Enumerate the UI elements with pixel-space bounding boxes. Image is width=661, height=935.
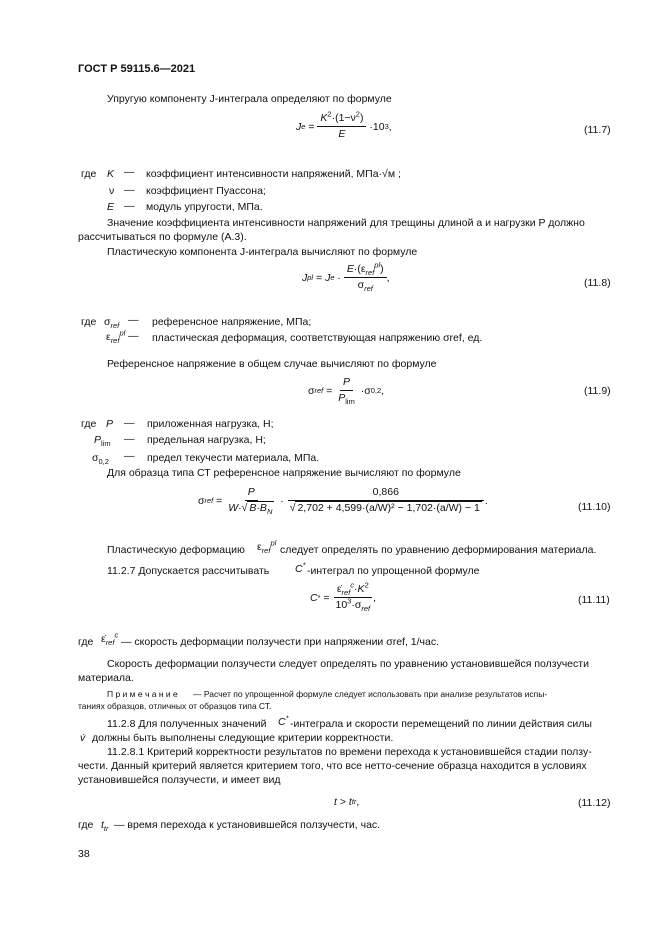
definition: коэффициент интенсивности напряжений, МПа·√м ; [146,168,401,180]
paragraph: материала. [78,672,134,684]
formula-11-11: C * = $\frac{\varepsiloṅ_{ref}^c\cdot K^2}{10^3\cdot\sigma_{ref}}$ , [310,580,377,614]
formula-11-7: J e = $\frac{K^2\cdot(1-\nu^2)}{E}$ ·10 3 , [296,109,392,140]
paragraph: Скорость деформации ползучести следует определять по уравнению установившейся ползучести [107,658,589,670]
paragraph: Пластическую компонента J-интеграла вычисляют по формуле [107,246,418,258]
document-header: ГОСТ Р 59115.6—2021 [78,63,196,75]
definition: коэффициент Пуассона; [146,185,266,197]
symbol: E [107,201,115,213]
paragraph: установившейся ползучести, и имеет вид [78,774,281,786]
definition: — скорость деформации ползучести при напряжении σref, 1/час. [121,636,440,648]
symbol: P [106,418,114,430]
dash: — [124,166,135,178]
symbol: C* [278,713,289,728]
symbol: C* [295,560,306,575]
symbol: $t_{tr}$ [101,819,109,834]
paragraph: 11.2.8 Для полученных значений [107,718,267,730]
paragraph: Пластическую деформацию [107,544,245,556]
definition: предельная нагрузка, Н; [147,434,266,446]
equation-number: (11.10) [578,501,611,513]
dash: — [128,314,139,326]
equation-number: (11.12) [578,797,611,809]
formula-11-9: σ ref = $\frac{P}{P_{lim}}$ ·σ 0,2 , [308,376,385,407]
paragraph: 11.2.8.1 Критерий корректности результатов по времени перехода к установившейся стадии ползу- [107,746,592,758]
paragraph: должны быть выполнены следующие критерии корректности. [92,732,394,744]
symbol: $\varepsilon_{ref}^{pl}$ [106,328,126,346]
formula-11-12: t > t tr , [334,796,360,808]
equation-number: (11.8) [584,277,611,289]
definition: приложенная нагрузка, Н; [147,418,274,430]
definition: — время перехода к установившейся ползучести, час. [114,819,381,831]
where-label: где [78,819,94,831]
paragraph: 11.2.7 Допускается рассчитывать [107,565,270,577]
symbol: $\sigma_{0,2}$ [92,452,109,467]
paragraph: Для образца типа СТ референсное напряжение вычисляют по формуле [107,467,461,479]
constant: 0,866 [288,486,484,501]
symbol: v̇ [80,732,86,744]
definition: референсное напряжение, МПа; [152,316,312,328]
where-label: где [81,316,97,328]
paragraph: -интеграл по упрощенной формуле [307,565,480,577]
dash: — [124,200,135,212]
where-label: где [78,636,94,648]
paragraph: -интеграла и скорости перемещений по линии действия силы [290,718,592,730]
symbol: $\varepsilon_{ref}^{pl}$ [257,538,277,556]
definition: пластическая деформация, соответствующая напряжению σref, ед. [152,332,483,344]
symbol: ν [109,185,115,197]
where-label: где [81,168,97,180]
equation-number: (11.7) [584,124,611,136]
page-number: 38 [78,848,90,860]
where-label: где [81,418,97,430]
dash: — [128,330,139,342]
symbol: $P_{lim}$ [94,434,111,449]
paragraph: чести. Данный критерий является критерием того, что все нетто-сечение образца находится в условиях [78,760,587,772]
dash: — [124,433,135,445]
dash: — [124,450,135,462]
note-text: таниях образцов, отличных от образцов типа СТ. [78,701,272,711]
formula-11-10: σ ref = $\frac{P}{W\cdot√ B\cdot B_N}$ · $\frac{0,866}{\text{√ 2,702 + 4,599·(a/W)² − 1,702·(a/W) − 1}}$ . [198,486,488,517]
dash: — [124,417,135,429]
dash: — [124,184,135,196]
note-label: П р и м е ч а н и е [107,689,178,699]
formula-11-8: J pl = J e · $\frac{E\cdot(\varepsilon_{ref}^{pl})}{\sigma_{ref}}$ , [302,260,390,294]
definition: предел текучести материала, МПа. [147,452,320,464]
symbol: $\varepsiloṅ_{ref}^c$ [101,630,119,648]
paragraph: Значение коэффициента интенсивности напряжений для трещины длиной a и нагрузки P должно [107,217,585,229]
paragraph: Референсное напряжение в общем случае вычисляют по формуле [107,358,437,370]
paragraph: Упругую компоненту J-интеграла определяют по формуле [107,93,392,105]
equation-number: (11.11) [578,594,610,606]
paragraph: рассчитываться по формуле (А.3). [78,231,247,243]
equation-number: (11.9) [584,385,611,397]
definition: модуль упругости, МПа. [146,201,263,213]
symbol: K [107,168,115,180]
paragraph: следует определять по уравнению деформирования материала. [280,544,597,556]
radicand: 2,702 + 4,599·(a/W)² − 1,702·(a/W) − 1 [297,502,480,514]
symbol: $\sigma_{ref}$ [104,316,120,331]
note-text: — Расчет по упрощенной формуле следует использовать при анализе результатов испы- [193,689,548,699]
